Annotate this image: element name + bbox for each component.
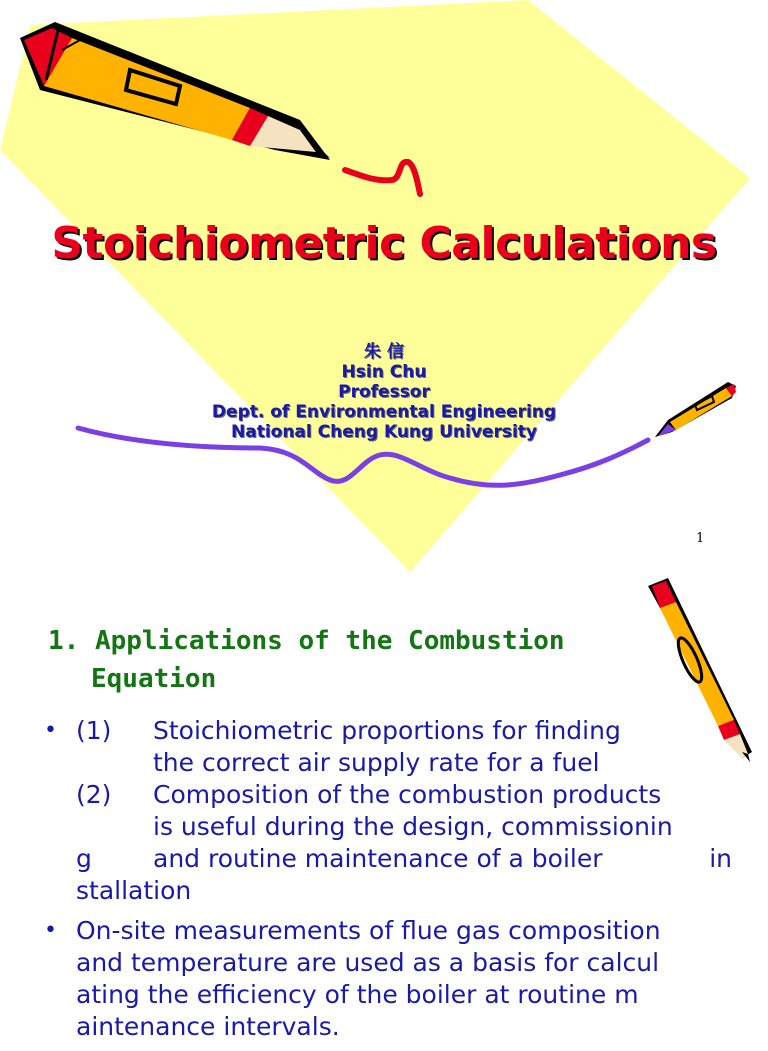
heading-line-2: Equation [91,664,217,694]
page-number: 1 [696,531,705,546]
sub-item-text: is useful during the design, commissionin [153,812,673,841]
wrapped-fragment: and routine maintenance of a boiler [153,844,603,873]
sub-item-text: the correct air supply rate for a fuel [153,748,600,777]
sub-item-text: Stoichiometric proportions for finding [153,716,621,745]
wrapped-line [76,843,732,875]
list-item [42,715,732,907]
bullet-line: and temperature are used as a basis for calcul [76,948,660,977]
bullet-line: • On-site measurements of flue gas composition [76,916,661,945]
sub-item-1 [76,715,732,747]
wrapped-fragment: in [709,844,732,873]
bullet-line: aintenance intervals. [76,1012,340,1041]
sub-item-2 [76,779,732,811]
sub-item-label: • (1) [76,716,112,745]
wrapped-fragment: stallation [76,876,192,905]
author-department: Dept. of Environmental Engineering [211,402,557,422]
heading-line-1: Applications of the Combustion [94,626,565,656]
section-heading [48,622,565,698]
author-name: Hsin Chu [341,362,427,382]
bullet-line: ating the efficiency of the boiler at routine m [76,980,639,1009]
sub-item-label: (2) [76,780,112,809]
sub-item-text: Composition of the combustion products [153,780,662,809]
author-block [0,342,768,442]
slide-title: Stoichiometric Calculations [51,218,717,269]
author-position: Professor [338,382,430,402]
author-chinese-name: 朱 信 [364,342,404,362]
author-university: National Cheng Kung University [231,422,537,442]
wrapped-fragment: g [76,844,92,873]
heading-number: 1. [48,626,80,656]
bullet-list [42,715,732,1051]
